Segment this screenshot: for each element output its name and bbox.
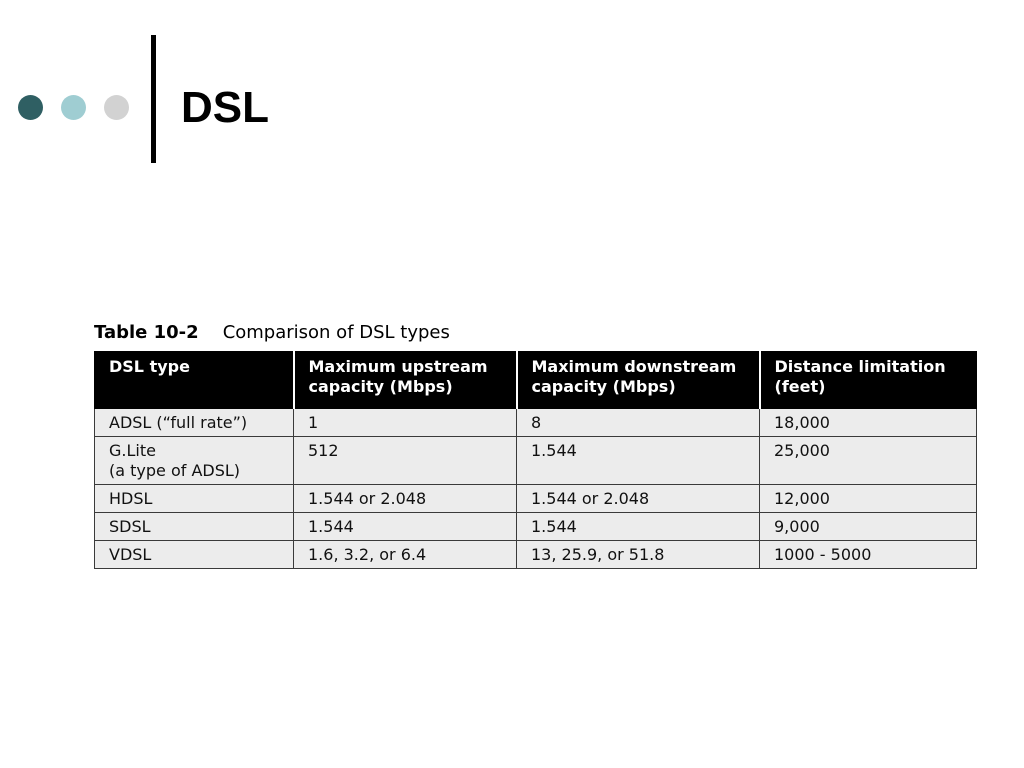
cell-text: 18,000: [774, 413, 830, 432]
table-cell-upstream-capacity: [294, 485, 517, 513]
cell-text: 12,000: [774, 489, 830, 508]
cell-text: 1.6, 3.2, or 6.4: [308, 545, 427, 564]
column-header-downstream-capacity: [517, 352, 760, 409]
column-header-dsl-type: [95, 352, 294, 409]
cell-text: 1.544 or 2.048: [308, 489, 427, 508]
table-header-row: [95, 352, 977, 409]
table-cell-upstream-capacity: [294, 541, 517, 569]
table-cell-distance-limitation: [760, 409, 977, 437]
table-caption: [94, 320, 450, 346]
decorative-dot-dark: [18, 95, 43, 120]
table-cell-distance-limitation: [760, 485, 977, 513]
cell-text: VDSL: [109, 545, 152, 564]
table-cell-distance-limitation: [760, 437, 977, 485]
cell-text: 1.544: [531, 441, 577, 460]
table-row: [95, 437, 977, 485]
table-row: [95, 409, 977, 437]
title-divider-bar: [151, 35, 156, 163]
cell-text: HDSL: [109, 489, 153, 508]
column-header-upstream-capacity: [294, 352, 517, 409]
cell-text: SDSL: [109, 517, 151, 536]
table-cell-upstream-capacity: [294, 409, 517, 437]
cell-text: 1000 - 5000: [774, 545, 872, 564]
table-row: [95, 485, 977, 513]
table-body: [95, 409, 977, 569]
cell-text: (a type of ADSL): [109, 461, 241, 480]
table-caption-text: Comparison of DSL types: [222, 322, 450, 343]
cell-text: 13, 25.9, or 51.8: [531, 545, 665, 564]
decorative-dot-grey: [104, 95, 129, 120]
cell-text: ADSL (“full rate”): [109, 413, 248, 432]
cell-text: Distance limitation: [774, 357, 946, 376]
table-caption-label: Table 10-2: [94, 322, 199, 343]
cell-text: 512: [308, 441, 339, 460]
cell-text: 9,000: [774, 517, 820, 536]
table-cell-distance-limitation: [760, 513, 977, 541]
column-header-distance-limitation: [760, 352, 977, 409]
table-cell-distance-limitation: [760, 541, 977, 569]
table-cell-downstream-capacity: [517, 541, 760, 569]
slide-title: DSL: [181, 83, 269, 132]
dsl-comparison-table: [94, 351, 977, 569]
cell-text: 8: [531, 413, 542, 432]
table-header: [95, 352, 977, 409]
cell-text: 1.544: [308, 517, 354, 536]
cell-text: 1.544: [531, 517, 577, 536]
table-cell-dsl-type: [95, 409, 294, 437]
table-cell-downstream-capacity: [517, 437, 760, 485]
table-cell-downstream-capacity: [517, 409, 760, 437]
cell-text: 1: [308, 413, 319, 432]
table-cell-downstream-capacity: [517, 513, 760, 541]
cell-text: 1.544 or 2.048: [531, 489, 650, 508]
cell-text: (feet): [774, 377, 826, 396]
cell-text: Maximum downstream: [531, 357, 737, 376]
table-cell-dsl-type: [95, 437, 294, 485]
cell-text: capacity (Mbps): [531, 377, 676, 396]
cell-text: Maximum upstream: [308, 357, 488, 376]
table-cell-upstream-capacity: [294, 513, 517, 541]
table-cell-upstream-capacity: [294, 437, 517, 485]
table-row: [95, 513, 977, 541]
table-cell-dsl-type: [95, 485, 294, 513]
cell-text: DSL type: [109, 357, 190, 376]
decorative-dot-light: [61, 95, 86, 120]
cell-text: 25,000: [774, 441, 830, 460]
cell-text: G.Lite: [109, 441, 156, 460]
table-cell-dsl-type: [95, 513, 294, 541]
table-cell-dsl-type: [95, 541, 294, 569]
table-row: [95, 541, 977, 569]
cell-text: capacity (Mbps): [308, 377, 453, 396]
table-cell-downstream-capacity: [517, 485, 760, 513]
